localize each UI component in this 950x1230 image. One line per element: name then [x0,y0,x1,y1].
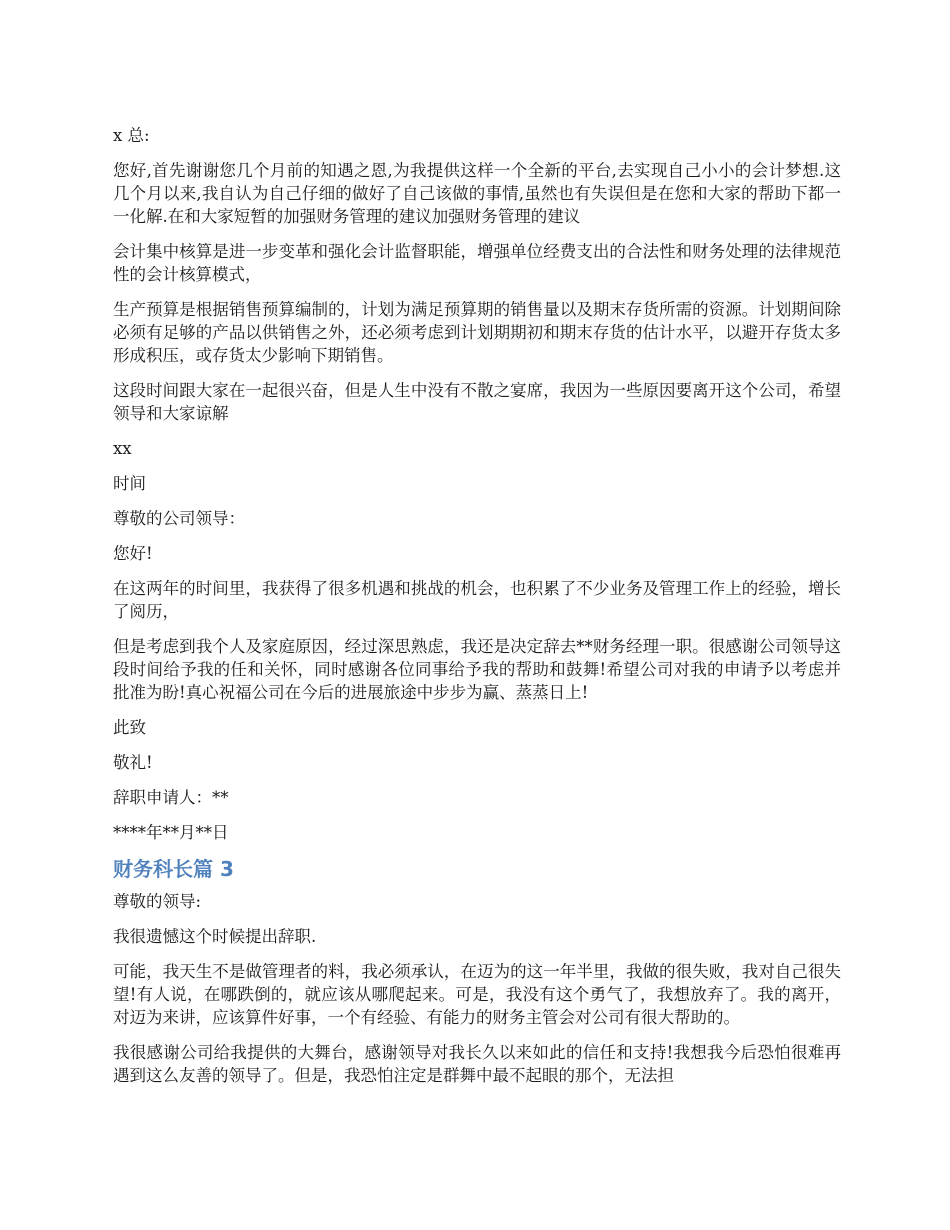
letter1-paragraph-3: 生产预算是根据销售预算编制的，计划为满足预算期的销售量以及期末存货所需的资源。计划期间除必须有足够的产品以供销售之外，还必须考虑到计划期期初和期末存货的估计水平，以避开存货太多形成积压，或存货太少影响下期销售。 [113,300,841,365]
section-heading: 财务科长篇 3 [113,857,234,881]
letter2-greeting: 尊敬的公司领导： [113,509,245,528]
letter1-date: 时间 [113,474,146,493]
letter3-paragraph-1: 我很遗憾这个时候提出辞职. [113,927,317,946]
letter1-signature: xx [113,439,132,458]
document-page [113,124,841,1099]
letter2-closing-2: 敬礼! [113,753,153,772]
letter1-paragraph-2: 会计集中核算是进一步变革和强化会计监督职能，增强单位经费支出的合法性和财务处理的法律规范性的会计核算模式， [113,242,841,284]
letter2-closing-1: 此致 [113,718,146,737]
letter2-applicant: 辞职申请人：** [113,788,229,807]
letter2-date: ****年**月**日 [113,823,229,842]
letter2-paragraph-1: 在这两年的时间里，我获得了很多机遇和挑战的机会，也积累了不少业务及管理工作上的经验，增长了阅历， [113,579,841,621]
letter1-greeting: x 总: [113,126,150,145]
letter1-paragraph-1: 您好,首先谢谢您几个月前的知遇之恩,为我提供这样一个全新的平台,去实现自己小小的会计梦想.这几个月以来,我自认为自己仔细的做好了自己该做的事情,虽然也有失误但是在您和大家的帮助下都一一化解.在和大家短暂的加强财务管理的建议加强财务管理的建议 [113,161,841,226]
letter3-paragraph-2: 可能，我天生不是做管理者的料，我必须承认，在迈为的这一年半里，我做的很失败，我对自己很失望!有人说，在哪跌倒的，就应该从哪爬起来。可是，我没有这个勇气了，我想放弃了。我的离开，对迈为来讲，应该算件好事，一个有经验、有能力的财务主管会对公司有很大帮助的。 [113,962,841,1027]
letter1-paragraph-4: 这段时间跟大家在一起很兴奋，但是人生中没有不散之宴席，我因为一些原因要离开这个公司，希望领导和大家谅解 [113,381,841,423]
letter2-hello: 您好! [113,544,153,563]
letter3-paragraph-3: 我很感谢公司给我提供的大舞台，感谢领导对我长久以来如此的信任和支持!我想我今后恐怕很难再遇到这么友善的领导了。但是，我恐怕注定是群舞中最不起眼的那个，无法担 [113,1043,841,1085]
letter2-paragraph-2: 但是考虑到我个人及家庭原因，经过深思熟虑，我还是决定辞去**财务经理一职。很感谢公司领导这段时间给予我的任和关怀，同时感谢各位同事给予我的帮助和鼓舞!希望公司对我的申请予以考虑并批准为盼!真心祝福公司在今后的进展旅途中步步为赢、蒸蒸日上! [113,637,841,702]
letter3-greeting: 尊敬的领导: [113,892,202,911]
